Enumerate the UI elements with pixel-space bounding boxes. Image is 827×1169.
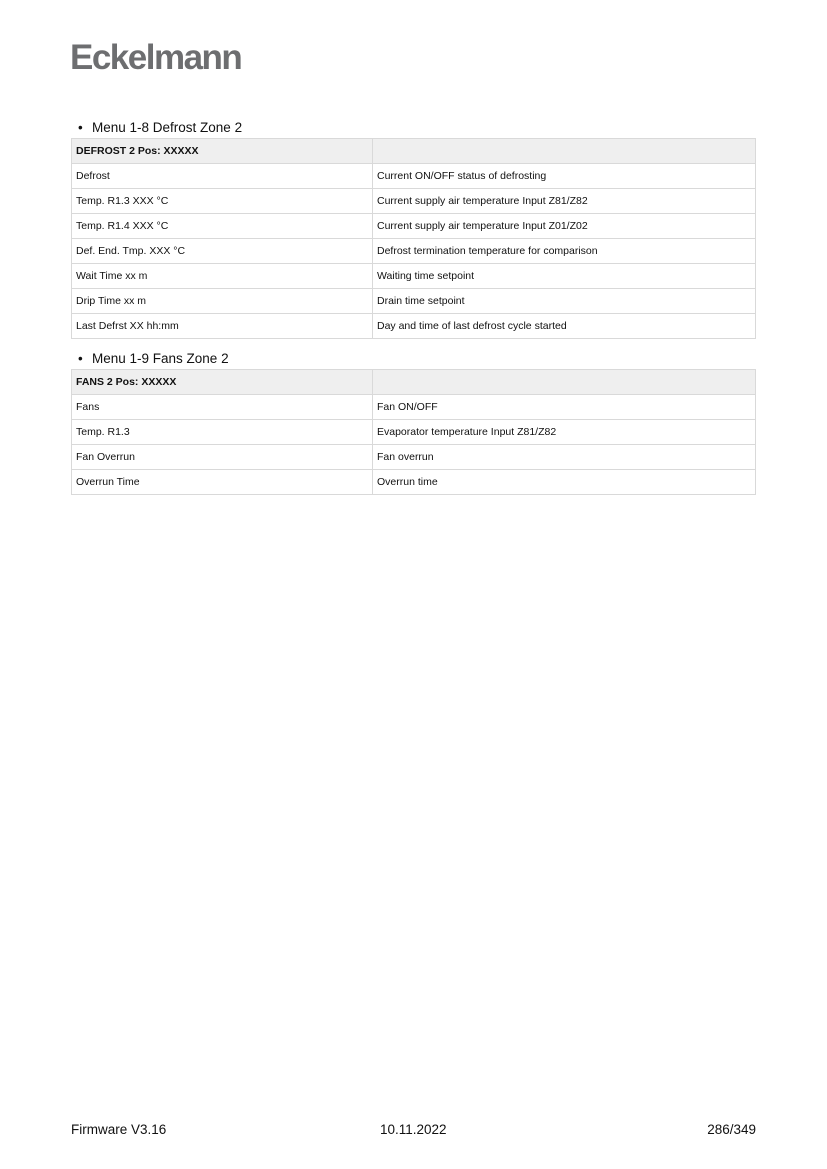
footer-firmware-version: Firmware V3.16 (71, 1122, 167, 1137)
table-cell-description: Current supply air temperature Input Z81/Z82 (373, 189, 756, 214)
table-row (72, 289, 756, 314)
defrost-table (71, 138, 756, 339)
bullet-icon: • (78, 120, 83, 135)
bullet-icon: • (78, 351, 83, 366)
table-row (72, 239, 756, 264)
table-row (72, 214, 756, 239)
table-cell-parameter: Fans (72, 395, 373, 420)
section-title-defrost: • Menu 1-8 Defrost Zone 2 (78, 120, 243, 135)
table-cell-parameter: Temp. R1.4 XXX °C (72, 214, 373, 239)
table-header-cell: DEFROST 2 Pos: XXXXX (72, 139, 373, 164)
table-cell-parameter: Defrost (72, 164, 373, 189)
table-row (72, 470, 756, 495)
table-cell-parameter: Overrun Time (72, 470, 373, 495)
table-cell-description: Current ON/OFF status of defrosting (373, 164, 756, 189)
table-header-cell (373, 370, 756, 395)
table-cell-parameter: Def. End. Tmp. XXX °C (72, 239, 373, 264)
table-header-row (72, 370, 756, 395)
table-cell-description: Current supply air temperature Input Z01/Z02 (373, 214, 756, 239)
table-cell-description: Fan ON/OFF (373, 395, 756, 420)
table-cell-description: Day and time of last defrost cycle started (373, 314, 756, 339)
table-header-cell (373, 139, 756, 164)
table-cell-description: Drain time setpoint (373, 289, 756, 314)
table-row (72, 314, 756, 339)
table-row (72, 164, 756, 189)
table-cell-description: Overrun time (373, 470, 756, 495)
table-cell-description: Fan overrun (373, 445, 756, 470)
section-title-fans: • Menu 1-9 Fans Zone 2 (78, 351, 229, 366)
table-row (72, 420, 756, 445)
table-row (72, 445, 756, 470)
table-cell-parameter: Temp. R1.3 (72, 420, 373, 445)
table-cell-parameter: Last Defrst XX hh:mm (72, 314, 373, 339)
table-cell-parameter: Wait Time xx m (72, 264, 373, 289)
table-header-row (72, 139, 756, 164)
table-cell-parameter: Temp. R1.3 XXX °C (72, 189, 373, 214)
fans-table (71, 369, 756, 495)
table-row (72, 395, 756, 420)
table-cell-description: Waiting time setpoint (373, 264, 756, 289)
table-cell-description: Evaporator temperature Input Z81/Z82 (373, 420, 756, 445)
table-cell-description: Defrost termination temperature for comparison (373, 239, 756, 264)
table-cell-parameter: Drip Time xx m (72, 289, 373, 314)
table-row (72, 189, 756, 214)
footer-page-number: 286/349 (707, 1122, 756, 1137)
table-cell-parameter: Fan Overrun (72, 445, 373, 470)
table-header-cell: FANS 2 Pos: XXXXX (72, 370, 373, 395)
table-row (72, 264, 756, 289)
footer-date: 10.11.2022 (380, 1122, 447, 1137)
company-logo: Eckelmann (70, 38, 242, 77)
